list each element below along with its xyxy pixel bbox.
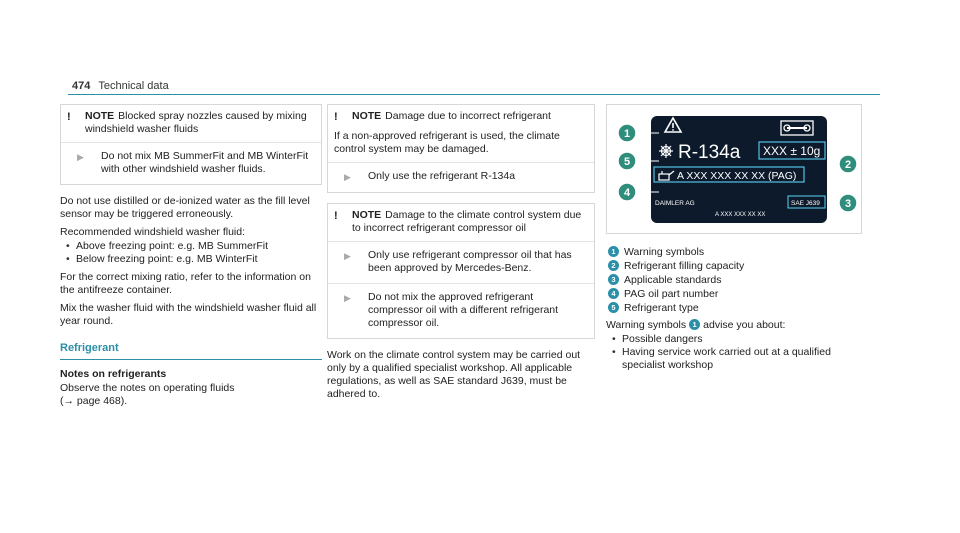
paragraph: For the correct mixing ratio, refer to the information on the antifreeze container. <box>60 271 311 296</box>
legend-item <box>606 288 860 301</box>
bullet-list <box>606 333 860 372</box>
note-header <box>61 105 321 142</box>
column-2 <box>327 104 595 406</box>
note-box-refrigerant <box>327 104 595 193</box>
note-label: NOTE <box>352 110 382 122</box>
paragraph: Work on the climate control system may be carried out only by a qualified specialist workshop. All applicable regulations, as well as SAE standard J639, must be adhered to. <box>327 349 581 400</box>
paragraph <box>606 319 860 332</box>
note-action-text: Do not mix the approved refrigerant compressor oil with a different refrigerant compressor oil. <box>368 291 559 329</box>
snowflake-icon <box>659 144 673 158</box>
note-box-compressor-oil <box>327 203 595 339</box>
paragraph: Recommended windshield washer fluid: <box>60 226 246 238</box>
list-item: • Possible dangers <box>606 333 860 346</box>
section-heading: Refrigerant <box>60 342 119 354</box>
list-item: • Below freezing point: e.g. MB WinterFit <box>60 253 322 266</box>
part-number-text: A XXX XXX XX XX (PAG) <box>677 170 797 182</box>
callout-marker-2 <box>839 155 857 173</box>
note-action <box>61 143 321 184</box>
capacity-text: XXX ± 10g <box>763 144 821 158</box>
legend-text: Warning symbols <box>624 246 705 258</box>
callout-number-badge: 1 <box>608 246 619 257</box>
action-arrow-icon: ▶ <box>344 251 351 261</box>
note-title: Damage to the climate control system due to incorrect refrigerant compressor oil <box>352 209 582 234</box>
note-action-text: Only use the refrigerant R-134a <box>368 170 516 182</box>
legend-item <box>606 246 860 259</box>
note-header <box>328 105 594 130</box>
column-3 <box>606 104 860 377</box>
legend-text: Applicable standards <box>624 274 722 286</box>
legend-item <box>606 274 860 287</box>
maker-text: DAIMLER AG <box>655 200 695 207</box>
note-action <box>328 283 594 338</box>
paragraph: Observe the notes on operating fluids <box>60 382 235 394</box>
page-number: 474 <box>72 80 91 92</box>
chapter-title: Technical data <box>98 80 169 92</box>
list-item: • Above freezing point: e.g. MB SummerFit <box>60 240 322 253</box>
callout-number-badge: 1 <box>689 319 700 330</box>
warning-icon: ! <box>67 111 71 123</box>
note-header <box>328 204 594 241</box>
serial-text: A XXX XXX XX XX <box>715 212 766 218</box>
paragraph: Do not use distilled or de-ionized water as the fill level sensor may be triggered erroneously. <box>60 195 310 220</box>
note-action <box>328 242 594 283</box>
note-title: Damage due to incorrect refrigerant <box>385 110 551 122</box>
paragraph: Mix the washer fluid with the windshield washer fluid all year round. <box>60 302 317 327</box>
legend-list <box>606 246 860 315</box>
callout-number-badge: 5 <box>608 302 619 313</box>
note-label: NOTE <box>85 110 115 122</box>
svg-text:5: 5 <box>623 156 631 168</box>
note-action-text: Only use refrigerant compressor oil that has been approved by Mercedes-Benz. <box>368 249 572 274</box>
callout-number-badge: 4 <box>608 288 619 299</box>
column-1 <box>60 104 322 408</box>
legend-text: PAG oil part number <box>624 288 719 300</box>
page-reference-link[interactable]: (→ page 468). <box>60 395 128 407</box>
callout-marker-3 <box>839 194 857 212</box>
svg-text:4: 4 <box>623 187 631 199</box>
note-box-washer <box>60 104 322 185</box>
warning-icon: ! <box>334 210 338 222</box>
bullet-list <box>60 240 322 266</box>
note-body-text: If a non-approved refrigerant is used, the climate control system may be damaged. <box>334 130 560 155</box>
page-header <box>72 80 169 93</box>
legend-text: Refrigerant filling capacity <box>624 260 745 272</box>
action-arrow-icon: ▶ <box>344 293 351 303</box>
warning-icon: ! <box>334 111 338 123</box>
callout-number-badge: 2 <box>608 260 619 271</box>
refrigerant-label-illustration <box>607 105 861 233</box>
note-label: NOTE <box>352 209 382 221</box>
warn-intro-text-end: advise you about: <box>703 319 786 331</box>
legend-item <box>606 302 860 315</box>
legend-item <box>606 260 860 273</box>
action-arrow-icon: ▶ <box>344 172 351 182</box>
standard-text: SAE J639 <box>791 200 820 207</box>
note-action-text: Do not mix MB SummerFit and MB WinterFit with other windshield washer fluids. <box>101 150 309 175</box>
header-rule <box>68 94 880 95</box>
svg-text:1: 1 <box>623 128 631 140</box>
note-title: Blocked spray nozzles caused by mixing windshield washer fluids <box>85 110 307 135</box>
refrigerant-label-figure <box>606 104 862 234</box>
note-action <box>328 163 594 192</box>
action-arrow-icon: ▶ <box>77 152 84 162</box>
warn-intro-text: Warning symbols <box>606 319 687 331</box>
callout-number-badge: 3 <box>608 274 619 285</box>
svg-text:2: 2 <box>844 159 852 171</box>
refrigerant-type-text: R-134a <box>678 142 741 163</box>
section-rule <box>60 359 322 360</box>
svg-text:3: 3 <box>844 198 852 210</box>
legend-text: Refrigerant type <box>624 302 699 314</box>
list-item: • Having service work carried out at a qualified specialist workshop <box>606 346 860 372</box>
subheading: Notes on refrigerants <box>60 368 167 380</box>
